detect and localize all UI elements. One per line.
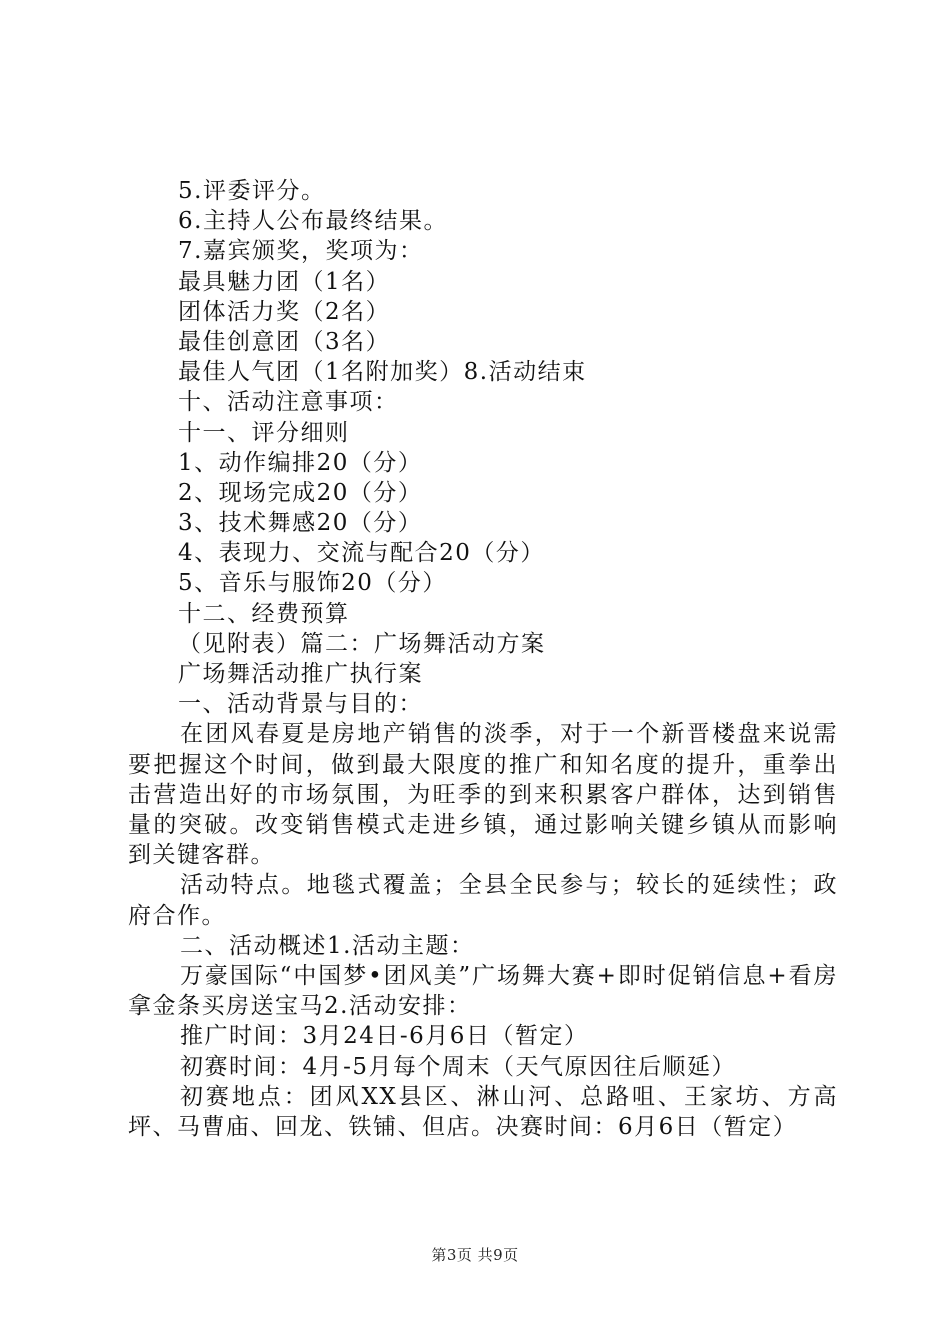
text-line: 2、现场完成20（分） (178, 479, 423, 506)
text-line: 团体活力奖（2名） (178, 298, 391, 325)
document-body (128, 176, 838, 1142)
text-line: 1、动作编排20（分） (178, 449, 423, 476)
paragraph: 万豪国际“中国梦•团风美”广场舞大赛+即时促销信息+看房拿金条买房送宝马2.活动安排： (128, 963, 838, 1020)
text-line: 广场舞活动推广执行案 (178, 661, 423, 687)
paragraph: 活动特点。地毯式覆盖；全县全民参与；较长的延续性；政府合作。 (128, 872, 838, 929)
paragraph: 在团风春夏是房地产销售的淡季，对于一个新晋楼盘来说需要把握这个时间，做到最大限度的推广和知名度的提升，重拳出击营造出好的市场氛围，为旺季的到来积累客户群体，达到销售量的突破。改变销售模式走进乡镇，通过影响关键乡镇从而影响到关键客群。 (128, 721, 838, 869)
section-heading: 十、活动注意事项： (178, 389, 399, 416)
text-line: 6.主持人公布最终结果。 (178, 208, 448, 235)
text-line: 最佳人气团（1名附加奖）8.活动结束 (178, 359, 587, 386)
text-line: 3、技术舞感20（分） (178, 510, 423, 537)
text-line: 最佳创意团（3名） (178, 328, 391, 355)
text-line: 4、表现力、交流与配合20（分） (178, 540, 545, 567)
text-line: 5、音乐与服饰20（分） (178, 570, 447, 597)
paragraph: 初赛时间：4月-5月每个周末（天气原因往后顺延） (180, 1053, 737, 1080)
paragraph: 初赛地点：团风XX县区、淋山河、总路咀、王家坊、方高坪、马曹庙、回龙、铁铺、但店。决赛时间：6月6日（暂定） (128, 1083, 838, 1141)
text-line: 5.评委评分。 (178, 178, 326, 204)
section-heading: 十一、评分细则 (178, 419, 350, 446)
text-line: 最具魅力团（1名） (178, 268, 391, 295)
text-line: 7.嘉宾颁奖，奖项为： (178, 238, 424, 265)
section-heading: 二、活动概述1.活动主题： (180, 932, 475, 959)
section-heading: 一、活动背景与目的： (178, 691, 423, 718)
text-line: （见附表）篇二：广场舞活动方案 (178, 630, 546, 657)
page-footer: 第3页 共9页 (431, 1246, 519, 1264)
section-heading: 十二、经费预算 (178, 600, 350, 627)
paragraph: 推广时间：3月24日-6月6日（暂定） (180, 1023, 589, 1050)
